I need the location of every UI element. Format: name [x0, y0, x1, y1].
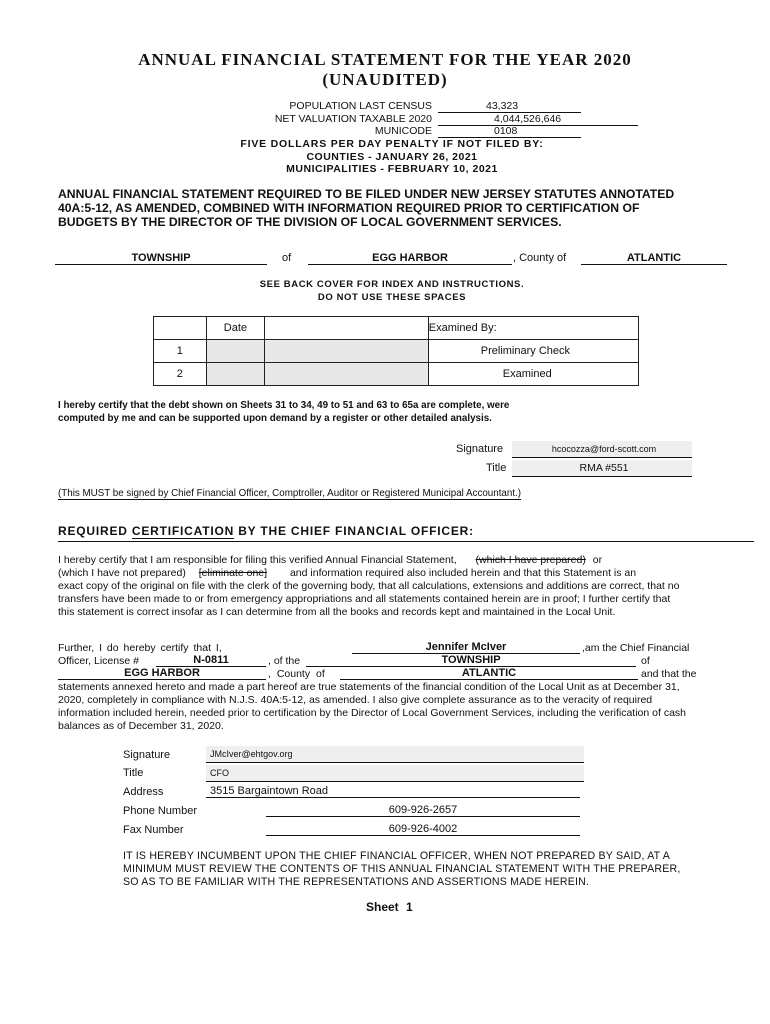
population-label: POPULATION LAST CENSUS [289, 100, 432, 112]
cfo-title-label: Title [123, 767, 144, 779]
address-field[interactable]: 3515 Bargaintown Road [206, 785, 580, 798]
of-label-2: of [641, 655, 650, 667]
unit-type-field[interactable]: TOWNSHIP [306, 654, 636, 667]
fax-field[interactable]: 609-926-4002 [266, 823, 580, 836]
cfo-role-text: ,am the Chief Financial [582, 642, 690, 654]
row-number: 2 [154, 363, 207, 386]
cfo-review-notice: IT IS HEREBY INCUMBENT UPON THE CHIEF FINANCIAL OFFICER, WHEN NOT PREPARED BY SAID, AT A MINIMUM MUST REVIEW THE CONTENTS OF THIS ANNUAL FINANCIAL STATEMENT WITH THE PREPARER, SO AS TO BE FAMILIAR WITH THE REPRESENTATIONS AND ASSERTIONS MADE HEREIN. [123, 850, 681, 888]
table-header-row [154, 317, 639, 340]
signature-label: Signature [456, 443, 504, 455]
of-the-label: , of the [268, 655, 301, 667]
valuation-label: NET VALUATION TAXABLE 2020 [274, 113, 432, 125]
row-label: Preliminary Check [428, 340, 638, 363]
cfo-certification-heading: REQUIRED CERTIFICATION BY THE CHIEF FINANCIAL OFFICER: [58, 524, 474, 538]
fax-label: Fax Number [123, 824, 184, 836]
cfo-title-field[interactable]: CFO [206, 765, 584, 782]
cfo-signature-label: Signature [123, 749, 171, 761]
county-label: , County of [513, 252, 567, 264]
of-label: of [282, 252, 292, 264]
table-row [154, 340, 639, 363]
municipality-name: EGG HARBOR [308, 252, 512, 265]
penalty-notice: FIVE DOLLARS PER DAY PENALTY IF NOT FILED BY: [240, 138, 544, 150]
license-label: Officer, License # [58, 655, 139, 667]
debt-certification-text: I hereby certify that the debt shown on Sheets 31 to 34, 49 to 51 and 63 to 65a are complete, were computed by me and can be supported upon demand by a register or other detailed analysis. [58, 400, 510, 424]
cfo-assurance-paragraph: statements annexed hereto and made a part hereof are true statements of the financial condition of the Local Unit as at December 31, 2020, completely in compliance with N.J.S. 40A:5-12, as amended. I also give complete assurance as to the veracity of required information included herein, needed prior to certification by the Director of Local Government Services, including the verification of cash balances as of December 31, 2020. [58, 681, 686, 732]
municipality-type: TOWNSHIP [55, 252, 267, 265]
examination-table [153, 316, 639, 386]
preparer-title-field[interactable]: RMA #551 [512, 460, 692, 477]
counties-deadline: COUNTIES - JANUARY 26, 2021 [306, 151, 478, 163]
county-of-label: , County of [268, 668, 325, 680]
cfo-name-field[interactable]: Jennifer McIver [352, 641, 580, 654]
address-label: Address [123, 786, 164, 798]
sheet-number: Sheet 1 [366, 900, 413, 914]
county-field[interactable]: ATLANTIC [340, 667, 638, 680]
requirement-statement: ANNUAL FINANCIAL STATEMENT REQUIRED TO BE FILED UNDER NEW JERSEY STATUTES ANNOTATED 40A:5-12, AS AMENDED, COMBINED WITH INFORMATION REQUIRED PRIOR TO CERTIFICATION OF BUDGETS BY THE DIRECTOR OF THE DIVISION OF LOCAL GOVERNMENT SERVICES. [58, 187, 675, 229]
cfo-signature-field[interactable]: JMcIver@ehtgov.org [206, 746, 584, 763]
population-value: 43,323 [438, 100, 581, 113]
further-label: Further, I do hereby certify that I, [58, 642, 222, 654]
cfo-cert-paragraph: exact copy of the original on file with the clerk of the governing body, that all calculations, extensions and additions are correct, that no transfers have been made to or from emergency appropriations and all statements contained herein are in proof; I further certify that this statement is correct insofar as I can determine from all the books and records kept and maintained in the Local Unit. [58, 580, 680, 618]
county-name: ATLANTIC [581, 252, 727, 265]
page-title: ANNUAL FINANCIAL STATEMENT FOR THE YEAR 2020 [138, 50, 632, 69]
date-cell[interactable] [206, 340, 265, 363]
phone-label: Phone Number [123, 805, 197, 817]
row-number: 1 [154, 340, 207, 363]
municode-label: MUNICODE [374, 125, 432, 137]
preparer-signature-field[interactable]: hcocozza@ford-scott.com [512, 441, 692, 458]
valuation-value: 4,044,526,646 [438, 113, 638, 126]
municode-value: 0108 [438, 125, 581, 138]
section-divider [58, 541, 754, 542]
municipalities-deadline: MUNICIPALITIES - FEBRUARY 10, 2021 [286, 163, 498, 175]
phone-field[interactable]: 609-926-2657 [266, 804, 580, 817]
page-subtitle: (UNAUDITED) [322, 70, 448, 89]
cfo-cert-line1: I hereby certify that I am responsible for filing this verified Annual Financial Statement, (which I have prepared) or [58, 554, 603, 566]
date-cell[interactable] [206, 363, 265, 386]
office-use-notice: DO NOT USE THESE SPACES [317, 292, 467, 303]
license-number-field[interactable]: N-0811 [156, 654, 266, 667]
examined-by-header: Examined By: [428, 317, 638, 340]
examiner-cell[interactable] [265, 363, 429, 386]
row-label: Examined [428, 363, 638, 386]
examiner-cell[interactable] [265, 340, 429, 363]
cfo-cert-line2: (which I have not prepared) [eliminate one] and information required also included herein and that this Statement is an [58, 567, 637, 579]
instructions-line: SEE BACK COVER FOR INDEX AND INSTRUCTIONS. [259, 279, 525, 290]
and-that-label: and that the [641, 668, 697, 680]
signature-note: (This MUST be signed by Chief Financial Officer, Comptroller, Auditor or Registered Municipal Accountant.) [58, 488, 522, 499]
date-header: Date [206, 317, 265, 340]
title-label: Title [486, 462, 507, 474]
unit-name-field[interactable]: EGG HARBOR [58, 667, 266, 680]
table-row [154, 363, 639, 386]
